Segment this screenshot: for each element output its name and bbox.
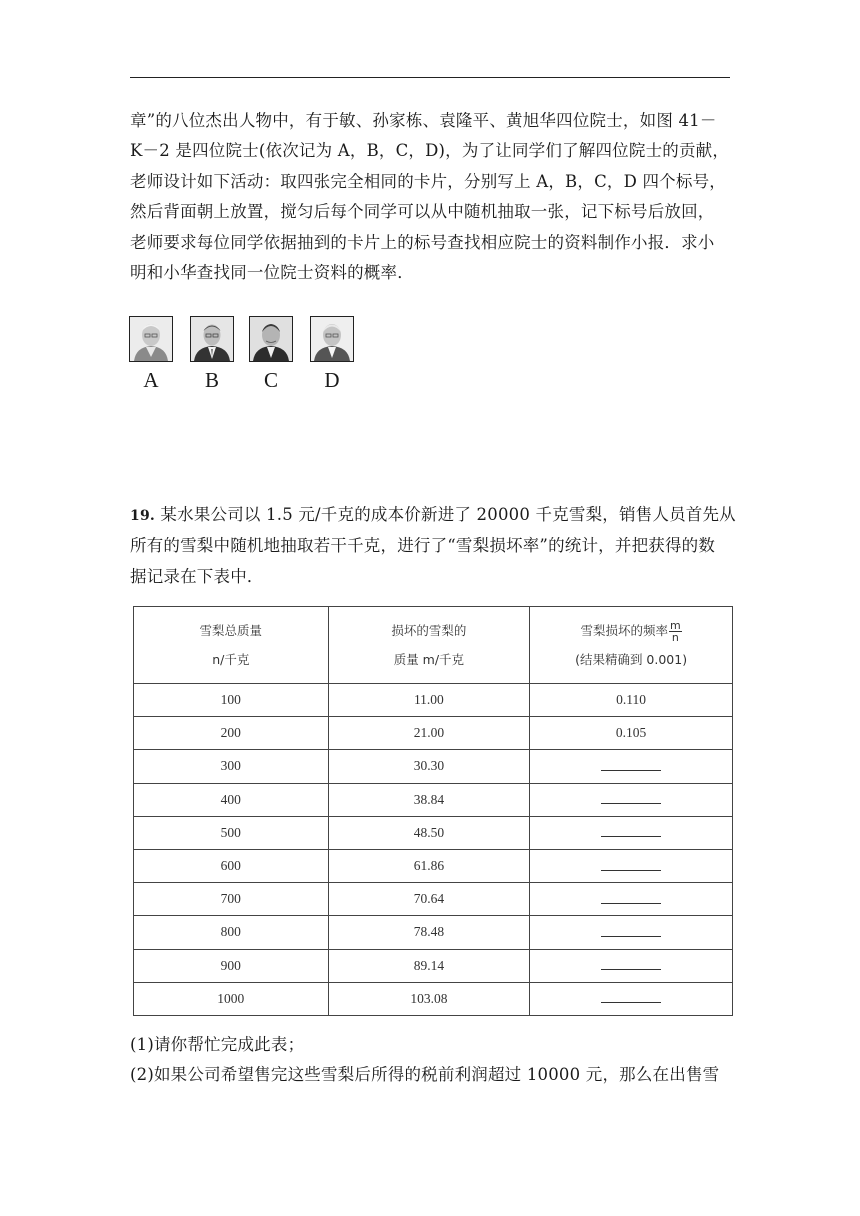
photo-b <box>189 316 235 391</box>
question-18-text <box>130 106 740 288</box>
table-row <box>134 717 733 750</box>
header-text: n/千克 <box>212 652 250 667</box>
table-header-row <box>134 607 733 684</box>
photo-label: D <box>324 368 340 392</box>
fraction-numerator: m <box>669 619 681 632</box>
cell-frequency <box>530 883 733 916</box>
cell-total-mass: 200 <box>134 717 329 750</box>
cell-frequency <box>530 849 733 882</box>
portrait-image <box>129 316 173 362</box>
text-line: 老师设计如下活动：取四张完全相同的卡片，分别写上 A，B，C，D 四个标号， <box>130 171 726 191</box>
text-line: 所有的雪梨中随机地抽取若干千克，进行了“雪梨损坏率”的统计，并把获得的数 <box>130 536 716 556</box>
fraction-m-over-n <box>669 620 682 643</box>
text-line: 老师要求每位同学依据抽到的卡片上的标号查找相应院士的资料制作小报．求小 <box>130 232 715 252</box>
answer-blank[interactable] <box>601 957 661 970</box>
answer-blank[interactable] <box>601 990 661 1003</box>
cell-total-mass: 600 <box>134 849 329 882</box>
header-note: (结果精确到 0.001) <box>575 652 688 667</box>
table-row <box>134 684 733 717</box>
answer-blank[interactable] <box>601 924 661 937</box>
answer-blank[interactable] <box>601 858 661 871</box>
table-row <box>134 949 733 982</box>
cell-total-mass: 900 <box>134 949 329 982</box>
text-line <box>130 500 740 531</box>
answer-blank[interactable] <box>601 891 661 904</box>
table-row <box>134 982 733 1015</box>
header-rule <box>130 77 730 78</box>
header-text: 质量 m/千克 <box>393 652 465 667</box>
text-line: (1)请你帮忙完成此表； <box>130 1035 305 1054</box>
text-line: K－2 是四位院士(依次记为 A，B，C，D)，为了让同学们了解四位院士的贡献， <box>130 141 730 161</box>
table-row <box>134 750 733 783</box>
cell-total-mass: 1000 <box>134 982 329 1015</box>
cell-damaged-mass: 21.00 <box>328 717 530 750</box>
header-total-mass <box>134 607 329 684</box>
photo-label: B <box>204 368 219 392</box>
cell-frequency: 0.110 <box>530 684 733 717</box>
text-line: 然后背面朝上放置，搅匀后每个同学可以从中随机抽取一张，记下标号后放回， <box>130 202 715 222</box>
answer-blank[interactable] <box>601 791 661 804</box>
cell-damaged-mass: 103.08 <box>328 982 530 1015</box>
header-text: 雪梨总质量 <box>199 623 263 638</box>
photo-c <box>248 316 294 391</box>
cell-total-mass: 400 <box>134 783 329 816</box>
cell-total-mass: 100 <box>134 684 329 717</box>
cell-damaged-mass: 61.86 <box>328 849 530 882</box>
photo-label: C <box>263 368 278 392</box>
cell-damaged-mass: 48.50 <box>328 816 530 849</box>
photo-label: A <box>143 368 159 392</box>
cell-damaged-mass: 89.14 <box>328 949 530 982</box>
cell-damaged-mass: 70.64 <box>328 883 530 916</box>
header-text <box>530 620 732 643</box>
question-19-text <box>130 500 740 592</box>
cell-frequency <box>530 949 733 982</box>
text-line: 章”的八位杰出人物中，有于敏、孙家栋、袁隆平、黄旭华四位院士，如图 41－ <box>130 111 717 130</box>
cell-frequency <box>530 916 733 949</box>
photo-d <box>309 316 355 391</box>
text-line: 据记录在下表中． <box>130 566 264 586</box>
fraction-denominator: n <box>671 631 679 644</box>
header-prefix: 雪梨损坏的频率 <box>580 623 668 638</box>
header-damage-frequency <box>530 607 733 684</box>
question-number: 19. <box>130 508 155 524</box>
cell-frequency <box>530 816 733 849</box>
text-line: 明和小华查找同一位院士资料的概率． <box>130 263 414 283</box>
table-row <box>134 849 733 882</box>
header-damaged-mass <box>328 607 530 684</box>
cell-frequency: 0.105 <box>530 717 733 750</box>
cell-frequency <box>530 982 733 1015</box>
cell-frequency <box>530 783 733 816</box>
question-first-line: 某水果公司以 1.5 元/千克的成本价新进了 20000 千克雪梨，销售人员首先从 <box>154 505 736 524</box>
text-line: (2)如果公司希望售完这些雪梨后所得的税前利润超过 10000 元，那么在出售雪 <box>130 1065 720 1085</box>
table-row <box>134 783 733 816</box>
cell-damaged-mass: 78.48 <box>328 916 530 949</box>
portrait-image <box>190 316 234 362</box>
cell-total-mass: 800 <box>134 916 329 949</box>
pear-damage-table <box>133 606 733 1016</box>
cell-damaged-mass: 38.84 <box>328 783 530 816</box>
academician-photos <box>128 316 368 396</box>
cell-damaged-mass: 30.30 <box>328 750 530 783</box>
answer-blank[interactable] <box>601 758 661 771</box>
table-row <box>134 916 733 949</box>
cell-total-mass: 700 <box>134 883 329 916</box>
table-row <box>134 816 733 849</box>
cell-total-mass: 300 <box>134 750 329 783</box>
sub-questions <box>130 1030 740 1091</box>
cell-total-mass: 500 <box>134 816 329 849</box>
cell-frequency <box>530 750 733 783</box>
answer-blank[interactable] <box>601 824 661 837</box>
header-text: 损坏的雪梨的 <box>391 623 467 638</box>
portrait-image <box>249 316 293 362</box>
portrait-image <box>310 316 354 362</box>
photo-a <box>128 316 174 391</box>
cell-damaged-mass: 11.00 <box>328 684 530 717</box>
table-row <box>134 883 733 916</box>
